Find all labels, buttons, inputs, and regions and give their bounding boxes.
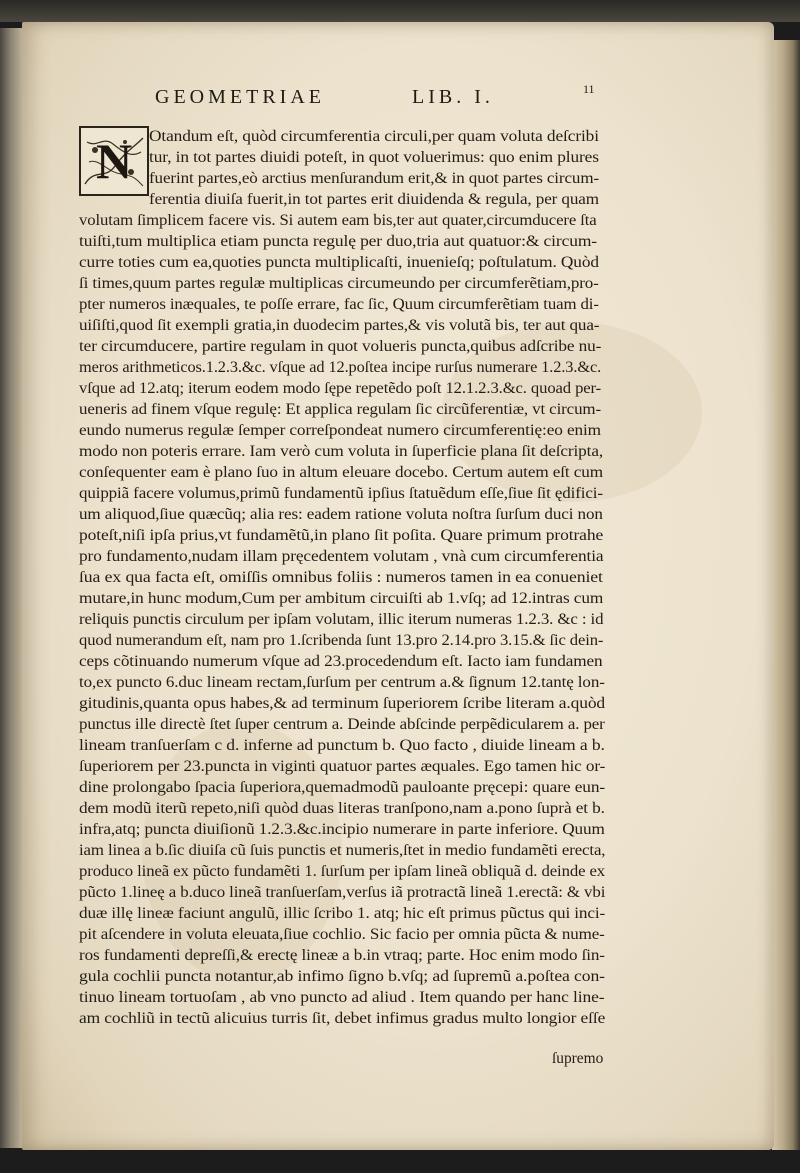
text-line: tur, in tot partes diuidi poteſt, in quot voluerimus: quo enim plures (149, 149, 599, 166)
text-line: um aliquod,ſiue quæcũq; alia res: eadem ratione voluta noſtra ſurſum duci non (79, 506, 603, 523)
folio-number: 11 (583, 82, 595, 96)
text-line: duæ illę lineæ faciunt angulũ, illic ſcribo 1. atq; hic eſt primus pũctus qui inci- (79, 905, 606, 922)
text-line: tuiſti,tum multiplica etiam puncta regulę per duo,tria aut quatuor:& circum- (79, 233, 597, 250)
text-line: tinuo lineam tortuoſam , ab vno puncto ad aliud . Item quando per hanc line- (79, 989, 605, 1006)
text-line: ſua ex qua facta eſt, omiſſis omnibus foliis : numeros tamen in ea conueniet (79, 569, 603, 586)
text-line: pit aſcendere in voluta eleuata,ſiue cochlio. Sic facio per omnia pũcta & nume- (79, 926, 605, 943)
text-line: fuerint partes,eò arctius menſurandum erit,& in quot partes circum- (149, 170, 599, 187)
running-title: GEOMETRIAE (155, 86, 325, 108)
text-line: infra,atq; puncta diuiſionũ 1.2.3.&c.incipio numerare in parte inferiore. Quum (79, 821, 605, 838)
text-line: gula cochlii puncta notantur,ab infimo ſigno b.vſq; ad ſupremũ a.poſtea con- (79, 968, 605, 985)
text-line: dine prolongabo ſpacia ſuperiora,quemadmodũ pauloante pręcepi: quare eun- (79, 779, 606, 796)
text-line: punctus ille directè ſtet ſuper centrum a. Deinde abſcinde perpẽdicularem a. per (79, 716, 605, 733)
text-line: volutam ſimplicem facere vis. Si autem eam bis,ter aut quater,circumducere ſta (79, 212, 597, 229)
text-line: pter numeros inæquales, te poſſe errare, fac ſic, Quum circumferẽtiam tuam di- (79, 296, 599, 313)
text-line: dem modũ iterũ repeto,niſi quòd duas literas tranſpono,nam a.pono ſuprà et b. (79, 800, 605, 817)
text-line: pro fundamento,nudam illam pręcedentem volutam , vnà cum circumferentia (79, 548, 604, 565)
text-line: reliquis punctis circulum per ipſam volutam, illic iterum numeras 1.2.3. &c : id (79, 611, 604, 628)
text-line: uiſiſti,quod ſit exempli gratia,in duodecim partes,& vis volutã bis, ter aut qua- (79, 317, 600, 334)
text-line: produco lineã ex pũcto fundamẽti 1. ſurſum per ipſam lineã obliquã d. deinde ex (79, 863, 606, 880)
text-line: pũcto 1.lineę a b.duco lineã tranſuerſam,verſus iã protractã lineã 1.erectã: & vbi (79, 884, 606, 901)
text-line: ſi times,quum partes regulæ multiplicas circumeundo per circumferẽtiam,pro- (79, 275, 599, 292)
catchword: ſupremo (552, 1050, 604, 1067)
text-line: to,ex puncto 6.duc lineam rectam,ſurſum per centrum a.& ſignum 12.tantę lon- (79, 674, 605, 691)
text-line: quod numerandum eſt, nam pro 1.ſcribenda ſunt 13.pro 2.14.pro 3.15.& ſic dein- (79, 632, 604, 649)
text-line: ueneris ad finem vſque regulę: Et applica regulam ſic circũferentiæ, vt circum- (79, 401, 601, 418)
text-line: poteſt,niſi ipſa prius,vt fundamẽtũ,in plano ſit poſita. Quare primum protrahe (79, 527, 604, 544)
text-line: curre toties cum ea,quoties puncta multiplicaſti, inuenieſq; poſtulatum. Quòd (79, 254, 599, 271)
text-line: vſque ad 12.atq; iterum eodem modo ſępe repetẽdo poſt 12.1.2.3.&c. quoad per- (79, 380, 602, 397)
initial-letter: N (95, 133, 133, 189)
text-line: iam linea a b.ſic diuiſa cũ ſuis punctis et numeris,ſtet in medio fundamẽti erecta, (79, 842, 606, 859)
text-line: meros arithmeticos.1.2.3.&c. vſque ad 12.poſtea incipe rurſus numerare 1.2.3.&c. (79, 359, 602, 376)
text-line: ſuperiorem per 23.puncta in viginti quatuor partes æquales. Ego tamen hic or- (79, 758, 606, 775)
text-line: ceps cõtinuando numerum vſque ad 23.procedendum eſt. Iacto iam fundamen (79, 653, 603, 670)
text-line: ros fundamenti depreſſi,& erectę lineæ a b.in vtraq; parte. Hoc enim modo ſin- (79, 947, 605, 964)
text-line: lineam tranſuerſam c d. inferne ad punctum b. Quo facto , diuide lineam a b. (79, 737, 605, 754)
text-line: quippiã facere volumus,primũ fundamentũ ipſius ſtatuẽdum eſſe,ſiue ſit ędifici- (79, 485, 603, 502)
text-line: modo non poteris errare. Iam verò cum voluta in ſuperficie plana ſit deſcripta, (79, 443, 604, 460)
text-line: eundo numerus regulæ ſemper correſpondeat numero circumferentię:eo enim (79, 422, 601, 439)
text-line: gitudinis,quanta opus habes,& ad terminum ſuperiorem ſcribe literam a.quòd (79, 695, 606, 712)
text-line: ter circumducere, partire regulam in quot volueris puncta,quibus adſcribe nu- (79, 338, 602, 355)
book-number: LIB. I. (412, 86, 494, 108)
text-line: mutare,in hunc modum,Cum per ambitum circuiſti ab 1.vſq; ad 12.intras cum (79, 590, 604, 607)
text-line: conſequenter eam è plano ſuo in altum eleuare docebo. Certum autem eſt cum (79, 464, 603, 481)
text-line: ferentia diuiſa fuerit,in tot partes erit diuidenda & regula, per quam (149, 191, 599, 208)
text-line: am cochliũ in tectũ alicuius turris ſit, debet infimus gradus multo longior eſſe (79, 1010, 606, 1027)
text-line: Otandum eſt, quòd circumferentia circuli,per quam voluta deſcribi (149, 128, 599, 145)
